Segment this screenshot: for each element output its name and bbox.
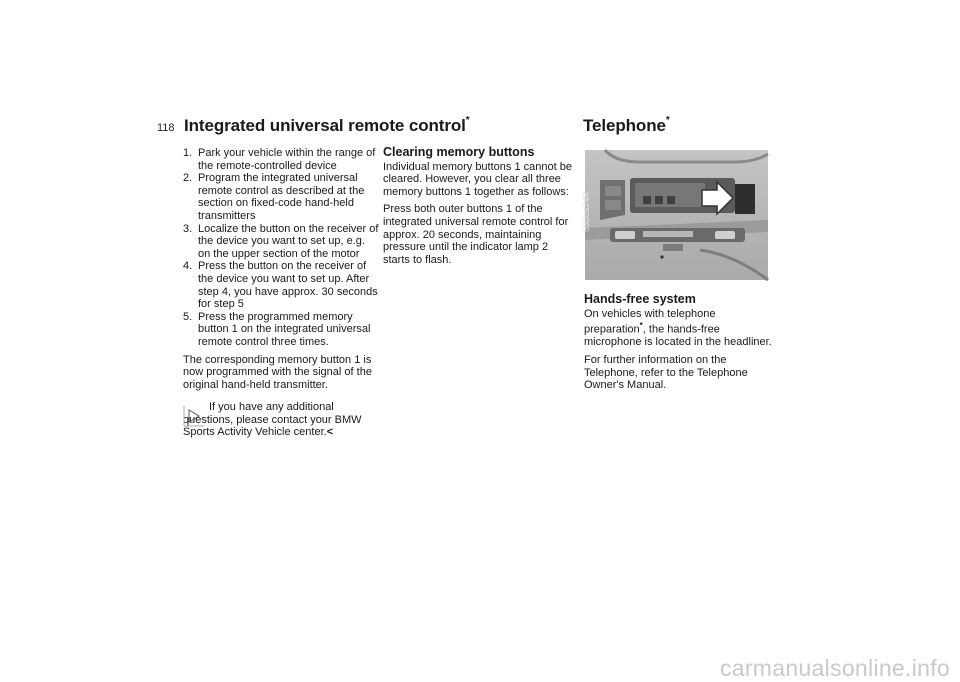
section-title-telephone xyxy=(583,116,670,136)
step-number: 2. xyxy=(183,172,193,185)
end-mark: < xyxy=(326,426,334,439)
hands-free-heading: Hands-free system xyxy=(584,292,696,306)
clearing-paragraph-2: Press both outer buttons 1 of the integrated universal remote control for approx. 20 seconds, maintaining pressure until the indicator lamp 2 starts to flash. xyxy=(383,203,569,266)
optional-equipment-mark: * xyxy=(665,115,670,126)
note-block xyxy=(183,401,379,439)
programmed-paragraph: The corresponding memory button 1 is now programmed with the signal of the original hand-held transmitter. xyxy=(183,353,372,391)
watermark-text: carmanualsonline xyxy=(719,655,906,681)
headliner-photo xyxy=(581,150,768,280)
step-text: Localize the button on the receiver of the device you want to set up, e.g. on the upper section of the motor xyxy=(198,222,379,260)
step-text: Press the programmed memory button 1 on the integrated universal remote control three times. xyxy=(198,310,371,348)
note-body: If you have any additional questions, please contact your BMW Sports Activity Vehicle center. xyxy=(183,401,362,439)
headliner-illustration xyxy=(585,150,768,280)
step-text: Press the button on the receiver of the device you want to set up. After step 4, you have approx. 30 seconds for step 5 xyxy=(198,260,378,311)
step-number: 4. xyxy=(183,260,193,273)
section-title-text: Telephone xyxy=(583,116,666,135)
list-item xyxy=(183,223,379,261)
step-text: Program the integrated universal remote control as described at the section on fixed-code hand-held transmitters xyxy=(198,172,365,222)
list-item xyxy=(183,147,379,172)
clearing-heading: Clearing memory buttons xyxy=(383,145,535,159)
image-code: 530us248 xyxy=(581,192,591,232)
watermark-tld: .info xyxy=(905,655,950,681)
list-item xyxy=(183,260,379,310)
note-text xyxy=(183,401,379,439)
right-column xyxy=(584,293,772,392)
hands-free-paragraph-1 xyxy=(584,308,772,349)
list-item xyxy=(183,311,379,349)
para-text: , the hands-free microphone is located in the headliner. xyxy=(584,323,772,349)
section-title-remote-control xyxy=(184,116,470,136)
list-item xyxy=(183,172,379,222)
left-column xyxy=(183,147,379,439)
clearing-paragraph-1: Individual memory buttons 1 cannot be cleared. However, you clear all three memory buttons 1 together as follows: xyxy=(383,160,572,198)
para-text: On vehicles with telephone preparation xyxy=(584,307,716,336)
site-watermark xyxy=(720,655,950,682)
step-list xyxy=(183,147,379,349)
step-number: 3. xyxy=(183,222,193,235)
hands-free-paragraph-2: For further information on the Telephone, refer to the Telephone Owner's Manual. xyxy=(584,354,748,392)
page-number: 118 xyxy=(157,122,175,134)
step-text: Park your vehicle within the range of the remote-controlled device xyxy=(198,147,376,172)
step-number: 1. xyxy=(183,147,193,159)
note-triangle-icon xyxy=(183,405,205,427)
optional-equipment-mark: * xyxy=(639,321,643,331)
section-title-text: Integrated universal remote control xyxy=(184,116,466,135)
step-number: 5. xyxy=(183,310,193,323)
optional-equipment-mark: * xyxy=(465,115,470,126)
middle-column xyxy=(383,146,575,266)
